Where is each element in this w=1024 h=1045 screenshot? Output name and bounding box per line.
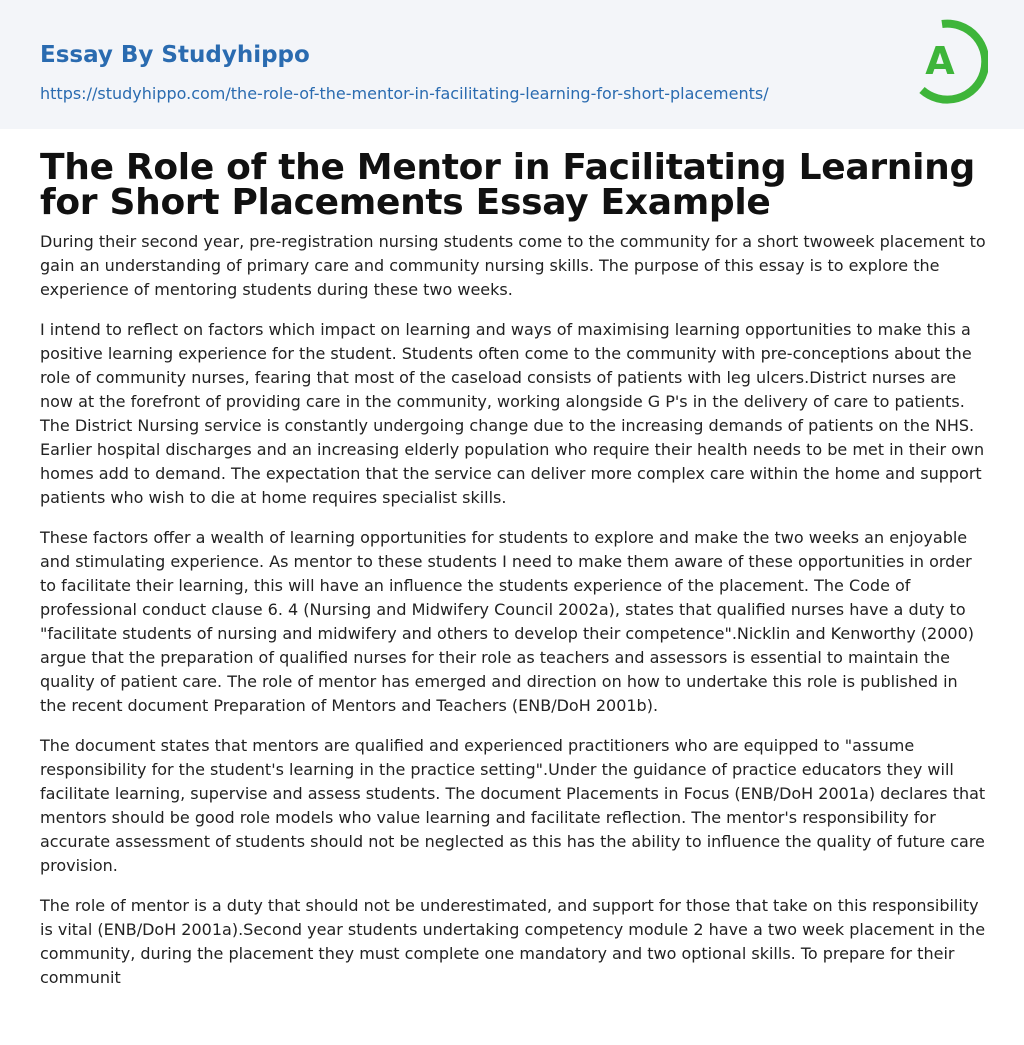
paragraph-2: I intend to reflect on factors which impact on learning and ways of maximising learning opportunities to make this a positive learning experience for the student. Students often come to the community with pre-conceptions about the role of community nurses, fearing that most of the caseload consists of patients with leg ulcers.District nurses are now at the forefront of providing care in the community, working alongside G P's in the delivery of care to patients. The District Nursing service is constantly undergoing change due to the increasing demands of patients on the NHS. Earlier hospital discharges and an increasing elderly population who require their health needs to be met in their own homes add to demand. The expectation that the service can deliver more complex care within the home and support patients who wish to die at home requires specialist skills. xyxy=(40,320,985,507)
paragraph-3: These factors offer a wealth of learning opportunities for students to explore and make the two weeks an enjoyable and stimulating experience. As mentor to these students I need to make them aware of these opportunities in order to facilitate their learning, this will have an influence the students experience of the placement. The Code of professional conduct clause 6. 4 (Nursing and Midwifery Council 2002a), states that qualified nurses have a duty to "facilitate students of nursing and midwifery and others to develop their competence".Nicklin and Kenworthy (2000) argue that the preparation of qualified nurses for their role as teachers and assessors is essential to maintain the quality of patient care. The role of mentor has emerged and direction on how to undertake this role is published in the recent document Preparation of Mentors and Teachers (ENB/DoH 2001b). xyxy=(40,528,974,715)
paragraph-4: The document states that mentors are qualified and experienced practitioners who are equipped to "assume responsibility for the student's learning in the practice setting".Under the guidance of practice educators they will facilitate learning, supervise and assess students. The document Placements in Focus (ENB/DoH 2001a) declares that mentors should be good role models who value learning and facilitate reflection. The mentor's responsibility for accurate assessment of students should not be neglected as this has the ability to influence the quality of future care provision. xyxy=(40,736,986,875)
site-header xyxy=(0,0,1024,129)
page-title: The Role of the Mentor in Facilitating Learning for Short Placements Essay Example xyxy=(40,147,975,223)
logo-letter: A xyxy=(925,39,955,83)
page-url-link[interactable]: https://studyhippo.com/the-role-of-the-mentor-in-facilitating-learning-for-short-placements/ xyxy=(40,84,769,103)
paragraph-5: The role of mentor is a duty that should not be underestimated, and support for those that take on this responsibility is vital (ENB/DoH 2001a).Second year students undertaking competency module 2 have a two week placement in the community, during the placement they must complete one mandatory and two optional skills. To prepare for their communit xyxy=(40,896,986,987)
site-brand[interactable]: Essay By Studyhippo xyxy=(40,42,310,68)
paragraph-1: During their second year, pre-registration nursing students come to the community for a short twoweek placement to gain an understanding of primary care and community nursing skills. The purpose of this essay is to explore the experience of mentoring students during these two weeks. xyxy=(40,232,986,299)
article xyxy=(40,147,986,1006)
studyhippo-logo-icon[interactable] xyxy=(912,18,988,106)
